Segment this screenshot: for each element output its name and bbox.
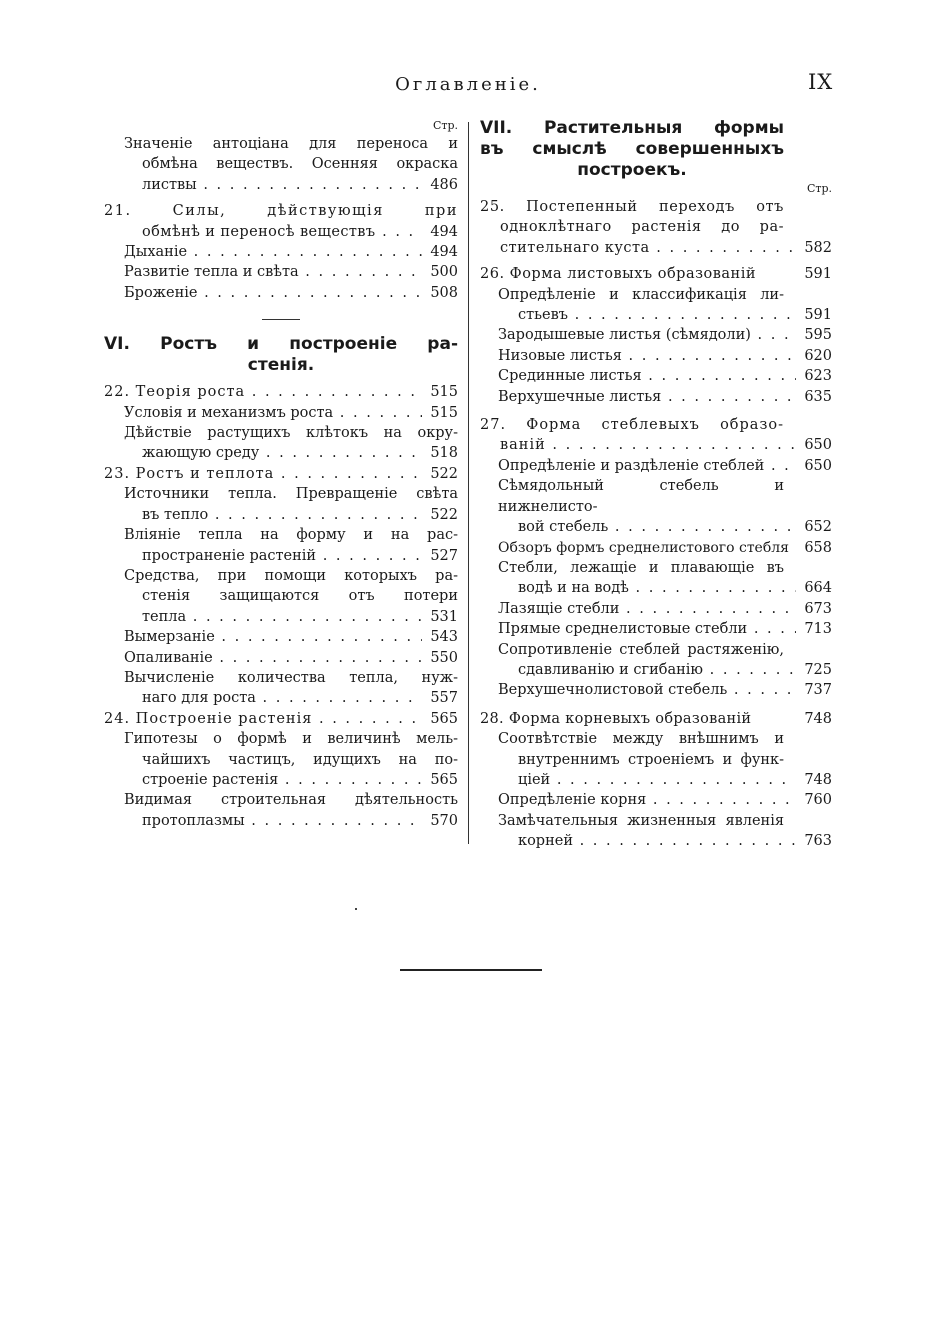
page-ref: 658	[804, 539, 832, 556]
toc-entry[interactable]: Зародышевые листья (сѣмядоли) . . . 595	[480, 325, 832, 345]
page-ref: 591	[804, 266, 832, 283]
toc-entry[interactable]: Стебли, лежащіе и плавающіе въ водѣ и на водѣ . . . 664	[480, 558, 832, 599]
page-ref: 515	[430, 384, 458, 401]
toc-entry[interactable]: Верхушечнолистовой стебель . . . 737	[480, 680, 832, 700]
toc-entry[interactable]: Источники тепла. Превращеніе свѣта въ тепло . . . 522	[104, 484, 458, 525]
toc-entry[interactable]: Обзоръ формъ среднелистового стебля 658	[480, 538, 832, 558]
toc-entry[interactable]: Условія и механизмъ роста . . . 515	[104, 403, 458, 423]
toc-section-21[interactable]: 21. Силы, дѣйствующія при обмѣнѣ и переносѣ веществъ . . . 494	[104, 201, 458, 242]
toc-entry[interactable]: Дыханіе . . . 494	[104, 242, 458, 262]
page-ref: 595	[804, 327, 832, 344]
print-speck	[355, 908, 357, 910]
toc-entry[interactable]: Соотвѣтствіе между внѣшнимъ и внутреннимъ строеніемъ и функ- ціей . . . 748	[480, 729, 832, 790]
page-number: IX	[808, 70, 834, 94]
page-ref: 486	[430, 176, 458, 193]
column-divider	[468, 122, 469, 844]
page-ref: 570	[430, 812, 458, 829]
toc-entry[interactable]: Низовые листья . . . 620	[480, 346, 832, 366]
toc-entry[interactable]: Срединные листья . . . 623	[480, 366, 832, 386]
toc-section-25[interactable]: 25. Постепенный переходъ отъ одноклѣтнаго растенія до ра- стительнаго куста . . . 582	[480, 197, 832, 258]
page-ref: 713	[804, 621, 832, 638]
page-ref: 664	[804, 580, 832, 597]
toc-section-22[interactable]: 22. Теорія роста . . . 515	[104, 382, 458, 402]
toc-section-26[interactable]: 26. Форма листовыхъ образованій 591	[480, 264, 832, 284]
page-ref: 635	[804, 388, 832, 405]
page-ref: 725	[804, 661, 832, 678]
toc-entry[interactable]: Опредѣленіе и раздѣленіе стеблей . . . 650	[480, 456, 832, 476]
page-ref: 748	[804, 710, 832, 727]
chapter-heading-6: VI. Ростъ и построеніе ра- стенія.	[104, 334, 458, 376]
page-ref: 673	[804, 600, 832, 617]
toc-entry[interactable]: Верхушечные листья . . . 635	[480, 387, 832, 407]
page-ref: 582	[804, 239, 832, 256]
page-ref: 518	[430, 445, 458, 462]
page-ref: 565	[430, 771, 458, 788]
toc-entry[interactable]: Видимая строительная дѣятельность протоплазмы . . . 570	[104, 790, 458, 831]
page-ref: 623	[804, 368, 832, 385]
page-ref: 527	[430, 547, 458, 564]
page-ref: 760	[804, 792, 832, 809]
toc-entry[interactable]: Броженіе . . . 508	[104, 283, 458, 303]
page-ref: 494	[430, 223, 458, 240]
toc-entry[interactable]: Опредѣленіе корня . . . 760	[480, 790, 832, 810]
page-column-label: Стр.	[432, 119, 458, 132]
toc-entry[interactable]: Сопротивленіе стеблей растяженію, сдавливанію и сгибанію . . . 725	[480, 640, 832, 681]
page-title: Оглавленіе.	[395, 74, 541, 95]
page-ref: 543	[430, 629, 458, 646]
toc-column-left	[104, 118, 458, 831]
section-separator	[262, 319, 300, 320]
page-ref: 522	[430, 465, 458, 482]
end-rule	[400, 969, 542, 971]
toc-section-23[interactable]: 23. Ростъ и теплота . . . 522	[104, 464, 458, 484]
toc-entry[interactable]: Лазящіе стебли . . . 673	[480, 599, 832, 619]
page-ref: 531	[430, 608, 458, 625]
toc-section-24[interactable]: 24. Построеніе растенія . . . 565	[104, 709, 458, 729]
toc-entry[interactable]: Замѣчательныя жизненныя явленія корней . . . 763	[480, 811, 832, 852]
toc-entry[interactable]: Вычисленіе количества тепла, нуж- наго для роста . . . 557	[104, 668, 458, 709]
toc-section-27[interactable]: 27. Форма стеблевыхъ образо- ваній . . . 650	[480, 415, 832, 456]
page-ref: 620	[804, 347, 832, 364]
page-ref: 494	[430, 244, 458, 261]
page-ref: 748	[804, 771, 832, 788]
page-ref: 591	[804, 307, 832, 324]
page-ref: 550	[430, 649, 458, 666]
page-ref: 652	[804, 519, 832, 536]
toc-entry[interactable]: Развитіе тепла и свѣта . . . 500	[104, 262, 458, 282]
toc-entry[interactable]: Вліяніе тепла на форму и на рас- пространеніе растеній . . . 527	[104, 525, 458, 566]
page-ref: 565	[430, 710, 458, 727]
page-ref: 650	[804, 457, 832, 474]
toc-entry[interactable]: Опредѣленіе и классификація ли- стьевъ . . . 591	[480, 285, 832, 326]
toc-entry[interactable]: Опаливаніе . . . 550	[104, 648, 458, 668]
page-ref: 508	[430, 284, 458, 301]
page-ref: 557	[430, 690, 458, 707]
page-ref: 650	[804, 437, 832, 454]
page-column-label: Стр.	[806, 182, 832, 195]
toc-column-right	[480, 118, 832, 852]
page-ref: 500	[430, 264, 458, 281]
toc-entry[interactable]: Средства, при помощи которыхъ ра- стенія защищаются отъ потери тепла . . . 531	[104, 566, 458, 627]
toc-section-28[interactable]: 28. Форма корневыхъ образованій 748	[480, 709, 832, 729]
toc-entry[interactable]: Прямые среднелистовые стебли . . . 713	[480, 619, 832, 639]
page-ref: 737	[804, 682, 832, 699]
toc-entry[interactable]: Дѣйствіе растущихъ клѣтокъ на окру- жающую среду . . . 518	[104, 423, 458, 464]
toc-entry[interactable]: Гипотезы о формѣ и величинѣ мель- чайшихъ частицъ, идущихъ на по- строеніе растенія . . . 565	[104, 729, 458, 790]
page-ref: 522	[430, 506, 458, 523]
toc-entry[interactable]: Сѣмядольный стебель и нижнелисто- вой стебель . . . 652	[480, 476, 832, 537]
page-ref: 763	[804, 833, 832, 850]
toc-entry[interactable]: Вымерзаніе . . . 543	[104, 627, 458, 647]
page-ref: 515	[430, 404, 458, 421]
toc-entry[interactable]: Значеніе антоціана для переноса и обмѣна веществъ. Осенняя окраска листвы . . . 486	[104, 134, 458, 195]
chapter-heading-7: VII. Растительныя формы въ смыслѣ совершенныхъ построекъ.	[480, 118, 784, 180]
